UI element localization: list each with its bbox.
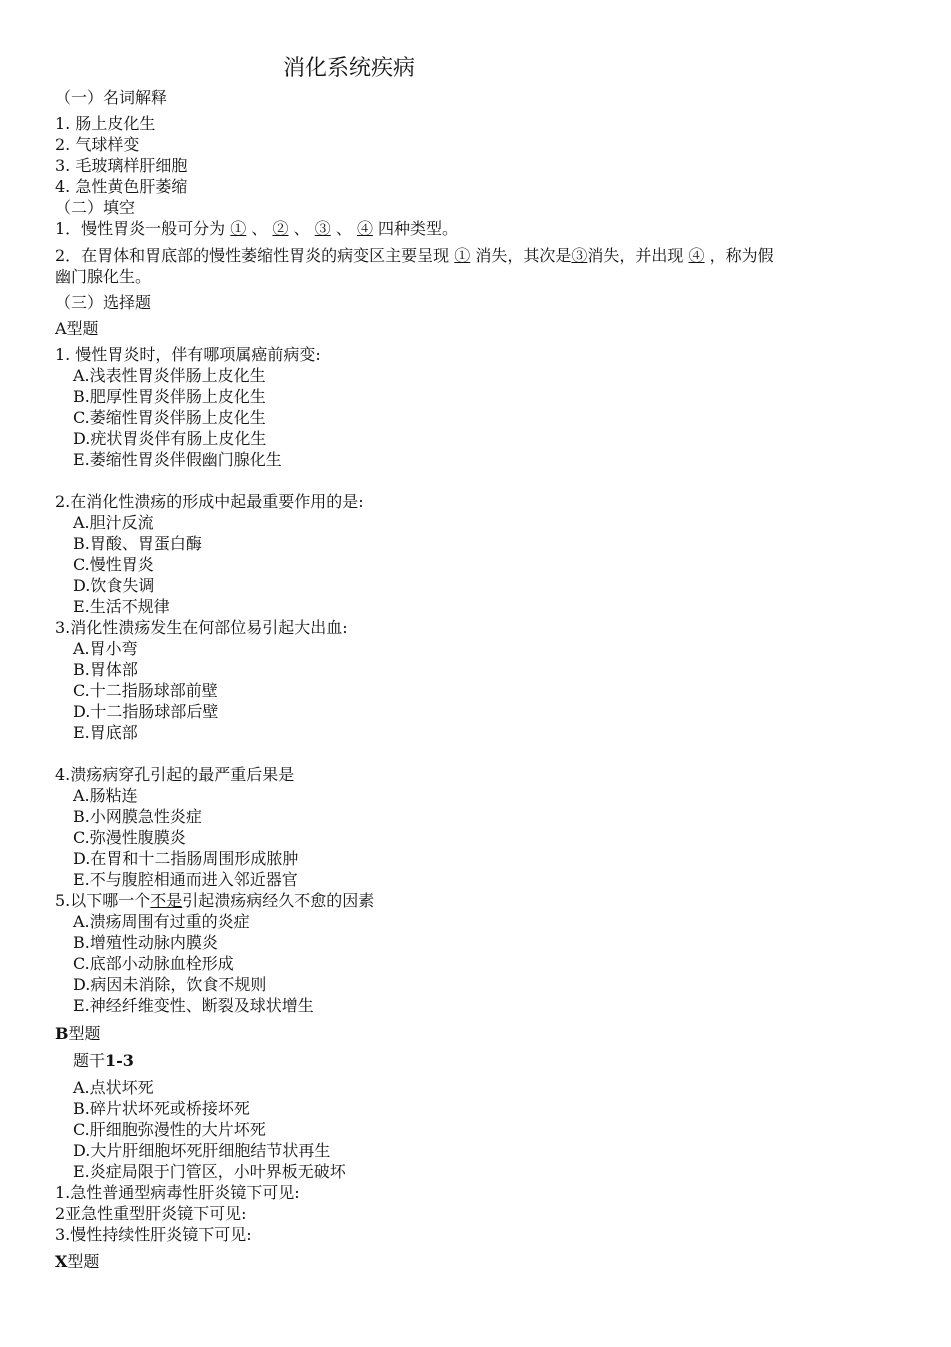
answer-option: E.炎症局限于门管区，小叶界板无破坏 [73,1162,346,1181]
x-type-letter: X [55,1252,68,1271]
separator: 、 [251,219,268,238]
question-text-part: 引起溃疡病经久不愈的因素 [182,891,375,910]
fill-question-2 [55,246,774,266]
separator: 、 [335,219,352,238]
fill-q2-text: ，称为假 [709,246,774,265]
fill-q2-text: 消失，其次是 [475,246,572,265]
answer-option: E.神经纤维变性、断裂及球状增生 [73,996,314,1015]
answer-option: E.胃底部 [73,723,138,742]
separator: 、 [293,219,310,238]
a-type-heading: A型题 [55,319,99,338]
blank-1: ① [454,246,471,265]
answer-option: A.点状坏死 [73,1078,154,1097]
page-title: 消化系统疾病 [283,56,416,81]
answer-option: A.胃小弯 [73,639,138,658]
question-text: 1.急性普通型病毒性肝炎镜下可见: [55,1183,300,1202]
fill-q1-suffix: 四种类型。 [378,219,459,238]
term-item: 4. 急性黄色肝萎缩 [55,177,188,196]
section-heading-choice: （三）选择题 [55,293,152,312]
x-type-heading [55,1252,99,1272]
answer-option: A.溃疡周围有过重的炎症 [73,912,250,931]
answer-option: B.胃体部 [73,660,138,679]
fill-question-1 [55,219,458,239]
answer-option: C.慢性胃炎 [73,555,154,574]
b-type-letter: B [55,1024,69,1043]
answer-option: D.饮食失调 [73,576,155,595]
answer-option: A.浅表性胃炎伴肠上皮化生 [73,366,266,385]
b-stem-label [73,1051,134,1071]
stem-label: 题干 [73,1051,106,1070]
answer-option: C.十二指肠球部前壁 [73,681,218,700]
section-heading-terms: （一）名词解释 [55,88,168,107]
section-heading-fill: （二）填空 [55,198,136,217]
question-text: 1. 慢性胃炎时，伴有哪项属癌前病变: [55,345,321,364]
answer-option: A.胆汁反流 [73,513,154,532]
blank-3: ③ [571,246,588,265]
question-text: 2亚急性重型肝炎镜下可见: [55,1204,247,1223]
answer-option: E.生活不规律 [73,597,170,616]
fill-q2-text: 消失，并出现 [587,246,684,265]
answer-option: C.肝细胞弥漫性的大片坏死 [73,1120,266,1139]
blank-4: ④ [356,219,373,238]
question-text: 3.慢性持续性肝炎镜下可见: [55,1225,252,1244]
answer-option: B.肥厚性胃炎伴肠上皮化生 [73,387,266,406]
answer-option: D.十二指肠球部后壁 [73,702,219,721]
answer-option: D.在胃和十二指肠周围形成脓肿 [73,849,299,868]
question-text: 4.溃疡病穿孔引起的最严重后果是 [55,765,295,784]
question-text: 3.消化性溃疡发生在何部位易引起大出血: [55,618,348,637]
answer-option: E.不与腹腔相通而进入邻近器官 [73,870,298,889]
fill-q2-text: 2．在胃体和胃底部的慢性萎缩性胃炎的病变区主要呈现 [55,246,450,265]
answer-option: C.萎缩性胃炎伴肠上皮化生 [73,408,266,427]
question-text [55,891,374,911]
blank-1: ① [230,219,247,238]
b-type-rest: 型题 [68,1024,101,1043]
answer-option: E.萎缩性胃炎伴假幽门腺化生 [73,450,282,469]
answer-option: B.增殖性动脉内膜炎 [73,933,218,952]
term-item: 1. 肠上皮化生 [55,114,156,133]
fill-q1-prefix: 1．慢性胃炎一般可分为 [55,219,226,238]
b-type-heading [55,1024,101,1044]
question-text-part: 5.以下哪一个 [55,891,151,910]
answer-option: B.小网膜急性炎症 [73,807,202,826]
x-type-rest: 型题 [67,1252,100,1271]
answer-option: D.大片肝细胞坏死肝细胞结节状再生 [73,1141,331,1160]
term-item: 3. 毛玻璃样肝细胞 [55,156,188,175]
blank-2: ② [272,219,289,238]
stem-range: 1-3 [105,1051,134,1070]
answer-option: A.肠粘连 [73,786,138,805]
answer-option: B.胃酸、胃蛋白酶 [73,534,202,553]
question-text: 2.在消化性溃疡的形成中起最重要作用的是: [55,492,364,511]
term-item: 2. 气球样变 [55,135,140,154]
answer-option: C.弥漫性腹膜炎 [73,828,186,847]
blank-3: ③ [314,219,331,238]
answer-option: B.碎片状坏死或桥接坏死 [73,1099,250,1118]
underlined-emphasis: 不是 [150,891,183,910]
answer-option: D.疣状胃炎伴有肠上皮化生 [73,429,267,448]
fill-q2-line2: 幽门腺化生。 [55,267,152,286]
blank-4: ④ [688,246,705,265]
answer-option: C.底部小动脉血栓形成 [73,954,234,973]
answer-option: D.病因未消除，饮食不规则 [73,975,267,994]
